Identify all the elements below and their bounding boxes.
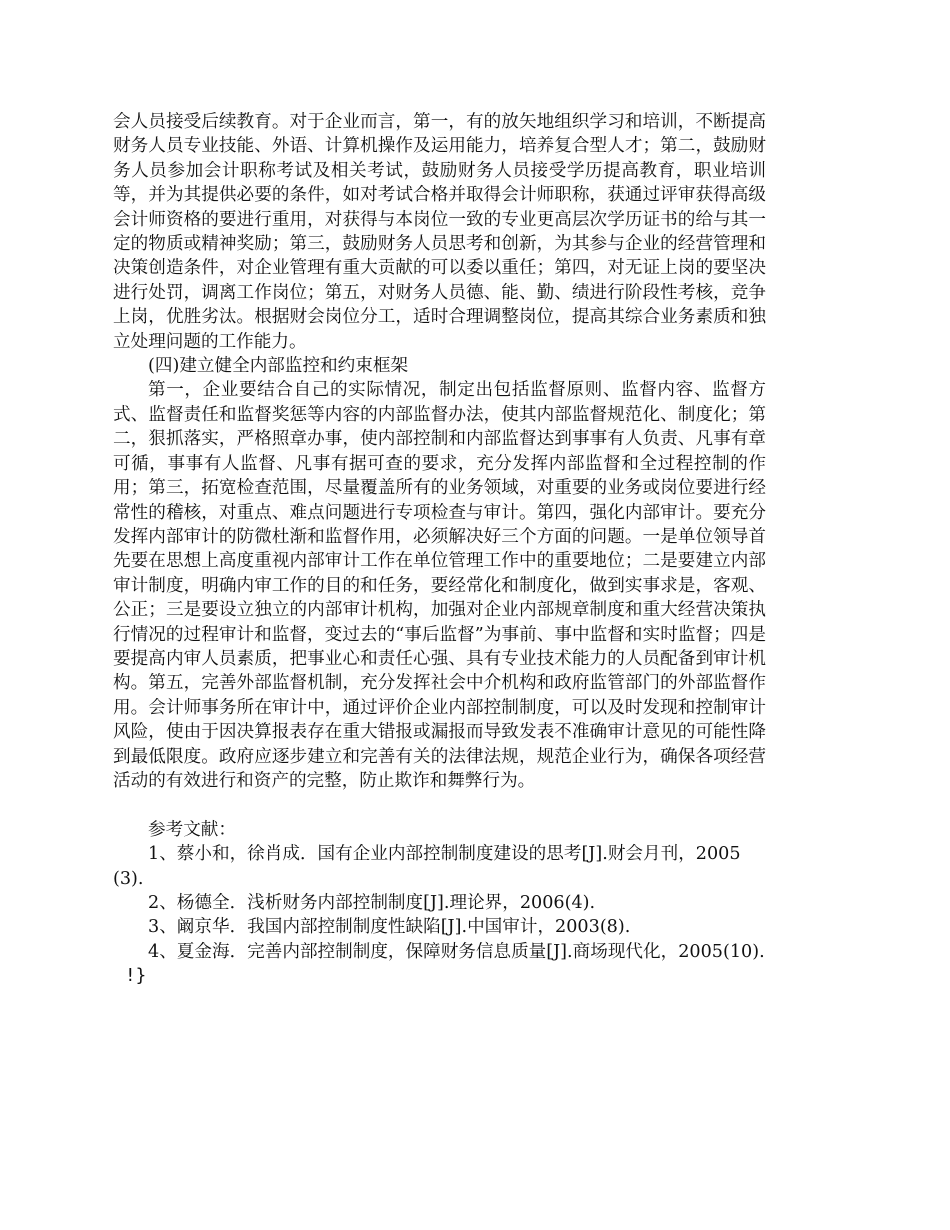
reference-item-2: 2、杨德全．浅析财务内部控制制度[J].理论界，2006(4).: [148, 892, 596, 913]
paragraph-continuing-education: 会人员接受后续教育。对于企业而言，第一，有的放矢地组织学习和培训，不断提高财务人员专业技能、外语、计算机操作及运用能力，培养复合型人才；第二，鼓励财务人员参加会计职称考试及相关考试，鼓励财务人员接受学历提高教育，职业培训等，并为其提供必要的条件，如对考试合格并取得会计师职称，获通过评审获得高级会计师资格的要进行重用，对获得与本岗位一致的专业更高层次学历证书的给与其一定的物质或精神奖励；第三，鼓励财务人员思考和创新，为其参与企业的经营管理和决策创造条件，对企业管理有重大贡献的可以委以重任；第四，对无证上岗的要坚决进行处罚，调离工作岗位；第五，对财务人员德、能、勤、绩进行阶段性考核，竞争上岗，优胜劣汰。根据财会岗位分工，适时合理调整岗位，提高其综合业务素质和独立处理问题的工作能力。: [113, 112, 766, 352]
references-title: 参考文献：: [148, 819, 236, 840]
document-page: [113, 110, 766, 989]
blank-line: [113, 793, 766, 817]
reference-item-3: 3、阚京华．我国内部控制制度性缺陷[J].中国审计，2003(8).: [148, 917, 631, 938]
section-heading-internal-supervision: (四)建立健全内部监控和约束框架: [148, 356, 409, 377]
paragraph-internal-supervision: 第一，企业要结合自己的实际情况，制定出包括监督原则、监督内容、监督方式、监督责任和监督奖惩等内容的内部监督办法，使其内部监督规范化、制度化；第二，狠抓落实，严格照章办事，使内部控制和内部监督达到事事有人负责、凡事有章可循，事事有人监督、凡事有据可查的要求，充分发挥内部监督和全过程控制的作用；第三，拓宽检查范围，尽量覆盖所有的业务领域，对重要的业务或岗位要进行经常性的稽核，对重点、难点问题进行专项检查与审计。第四，强化内部审计。要充分发挥内部审计的防微杜渐和监督作用，必须解决好三个方面的问题。一是单位领导首先要在思想上高度重视内部审计工作在单位管理工作中的重要地位；二是要建立内部审计制度，明确内审工作的目的和任务，要经常化和制度化，做到实事求是，客观、公正；三是要设立独立的内部审计机构，加强对企业内部规章制度和重大经营决策执行情况的过程审计和监督，变过去的“事后监督”为事前、事中监督和实时监督；四是要提高内审人员素质，把事业心和责任心强、具有专业技术能力的人员配备到审计机构。第五，完善外部监督机制，充分发挥社会中介机构和政府监管部门的外部监督作用。会计师事务所在审计中，通过评价企业内部控制制度，可以及时发现和控制审计风险，使由于因决算报表存在重大错报或漏报而导致发表不准确审计意见的可能性降到最低限度。政府应逐步建立和完善有关的法律法规，规范企业行为，确保各项经营活动的有效进行和资产的完整，防止欺诈和舞弊行为。: [113, 380, 766, 791]
trailing-symbols: !}: [125, 966, 147, 987]
reference-item-1: 1、蔡小和，徐肖成．国有企业内部控制制度建设的思考[J].财会月刊，2005(3).: [113, 844, 741, 889]
reference-item-4: 4、夏金海．完善内部控制制度，保障财务信息质量[J].商场现代化，2005(10).: [148, 941, 765, 962]
